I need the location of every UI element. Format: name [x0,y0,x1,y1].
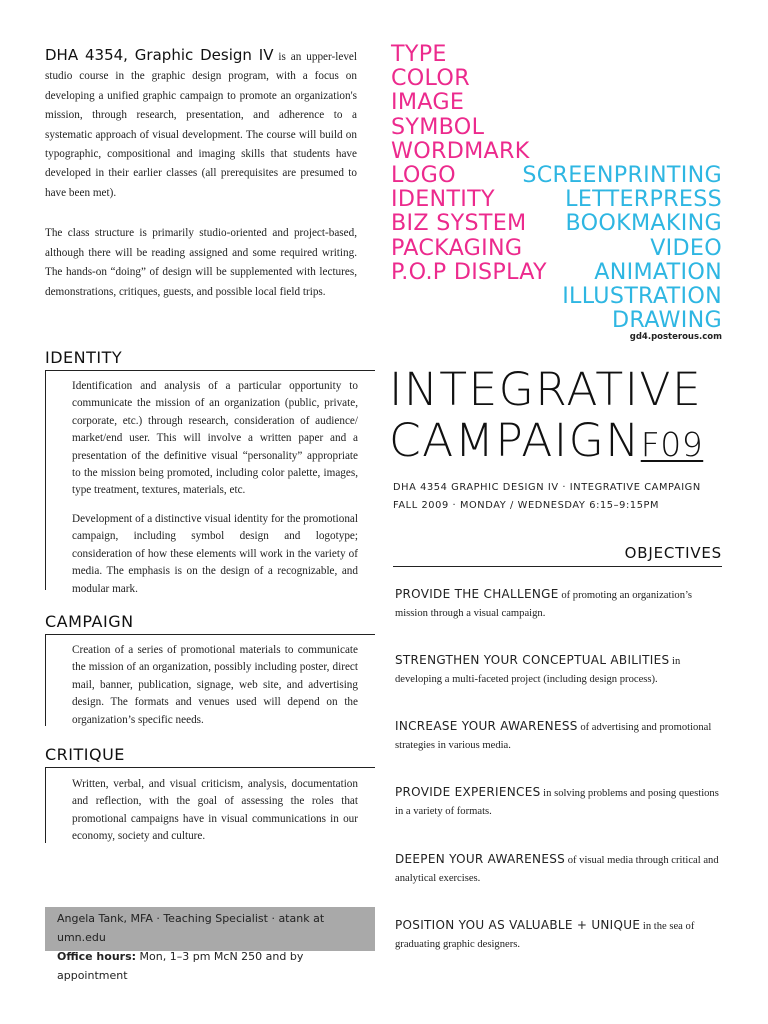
blue-word: ILLUSTRATION [562,283,722,310]
title-line-1: INTEGRATIVE [389,363,703,416]
website-url: gd4.posterous.com [629,332,722,342]
identity-paragraph-1: Identification and analysis of a particular opportunity to communicate the mission of an organization (public, private, corporate, etc.) through research, consideration of audience/ market/end user. This will involve a written paper and a presentation of the definitive visual “personality” appropriate to the mission being promoted, including color palette, images, type treatment, textures, materials, etc. [72,380,358,497]
course-meta-line-2: FALL 2009 · MONDAY / WEDNESDAY 6:15–9:15PM [393,500,660,511]
objective-head: POSITION YOU AS VALUABLE + UNIQUE [395,918,641,932]
blue-word: DRAWING [612,307,722,334]
objective-text: in solving problems and posing questions in a variety of formats. [395,788,719,817]
objective-item [395,916,727,954]
objective-text: in developing a multi-faceted project (including design process). [395,656,681,685]
pink-word: SYMBOL [391,113,485,140]
section-heading-identity: IDENTITY [45,348,375,371]
blue-word: VIDEO [650,234,722,261]
office-hours-line [57,947,375,985]
objective-item [395,585,727,623]
class-structure-text: The class structure is primarily studio-oriented and project-based, although there will be reading assigned and some required writing. The hands-on “doing” of design will be supplemented with lectures, demonstrations, critiques, guests, and possible local field trips. [45,227,357,298]
section-rule-campaign [45,634,46,726]
pink-word: LOGO [391,162,456,189]
objective-text: of visual media through critical and analytical exercises. [395,855,719,884]
critique-paragraph: Written, verbal, and visual criticism, analysis, documentation and reflection, with the goal of assessing the roles that promotional campaigns have in visual communications in our economy, society and culture. [72,778,358,843]
objective-head: STRENGTHEN YOUR CONCEPTUAL ABILITIES [395,653,670,667]
identity-paragraph-2: Development of a distinctive visual identity for the promotional campaign, including symbol design and logotype; consideration of how these elements will work in the variety of media. The emphasis is on the design of a recognizable, and modular mark. [72,513,358,595]
title-line-2 [389,413,703,473]
blue-word: ANIMATION [594,258,722,285]
pink-word: IDENTITY [391,186,495,213]
pink-word: BIZ SYSTEM [391,210,527,237]
objectives-heading: OBJECTIVES [393,544,722,567]
pink-word: IMAGE [391,89,465,116]
section-heading-campaign: CAMPAIGN [45,612,375,635]
blue-word-list [522,163,722,332]
pink-word: TYPE [391,41,447,67]
course-title: DHA 4354, Graphic Design IV [45,46,274,64]
pink-word: PACKAGING [391,234,523,261]
section-heading-critique: CRITIQUE [45,745,375,768]
objective-text: of advertising and promotional strategies in various media. [395,722,712,751]
instructor-line: Angela Tank, MFA · Teaching Specialist · atank at umn.edu [57,912,325,944]
contact-box [45,907,375,982]
office-hours-label: Office hours: [57,950,137,963]
objective-head: INCREASE YOUR AWARENESS [395,719,578,733]
pink-word: COLOR [391,65,470,92]
course-meta [393,479,723,515]
section-rule-identity [45,370,46,590]
blue-word: SCREENPRINTING [522,162,722,188]
course-intro [45,46,357,203]
pink-word: P.O.P DISPLAY [391,258,547,285]
objective-item [395,850,727,888]
section-rule-critique [45,767,46,843]
blue-word: LETTERPRESS [565,186,722,213]
campaign-paragraph: Creation of a series of promotional materials to communicate the mission of an organization, possibly including poster, direct mail, banner, publication, signage, web site, and advertising design. The formats and venues used will depend on the organization’s specific needs. [72,644,358,726]
office-hours-text: Mon, 1–3 pm McN 250 and by appointment [57,950,304,982]
objective-text: in the sea of graduating graphic designers. [395,921,695,950]
objective-item [395,651,727,689]
title-campaign: CAMPAIGN [389,414,641,467]
course-intro-text: is an upper-level studio course in the graphic design program, with a focus on developing a unified graphic campaign to promote an organization's mission, through research, presentation, and adherence to a systematic approach of visual development. The course will build on typographic, compositional and imaging skills that students have developed in their earlier classes (all prerequisites are presumed to have been met). [45,51,357,199]
objective-head: PROVIDE EXPERIENCES [395,785,541,799]
objective-head: PROVIDE THE CHALLENGE [395,587,559,601]
blue-word: BOOKMAKING [565,210,722,237]
objective-item [395,717,727,755]
objective-head: DEEPEN YOUR AWARENESS [395,852,566,866]
pink-word: WORDMARK [391,137,530,164]
course-meta-line-1: DHA 4354 GRAPHIC DESIGN IV · INTEGRATIVE CAMPAIGN [393,482,701,493]
objective-item [395,783,727,821]
objective-text: of promoting an organization’s mission through a visual campaign. [395,590,693,619]
term-code: F09 [640,425,704,464]
